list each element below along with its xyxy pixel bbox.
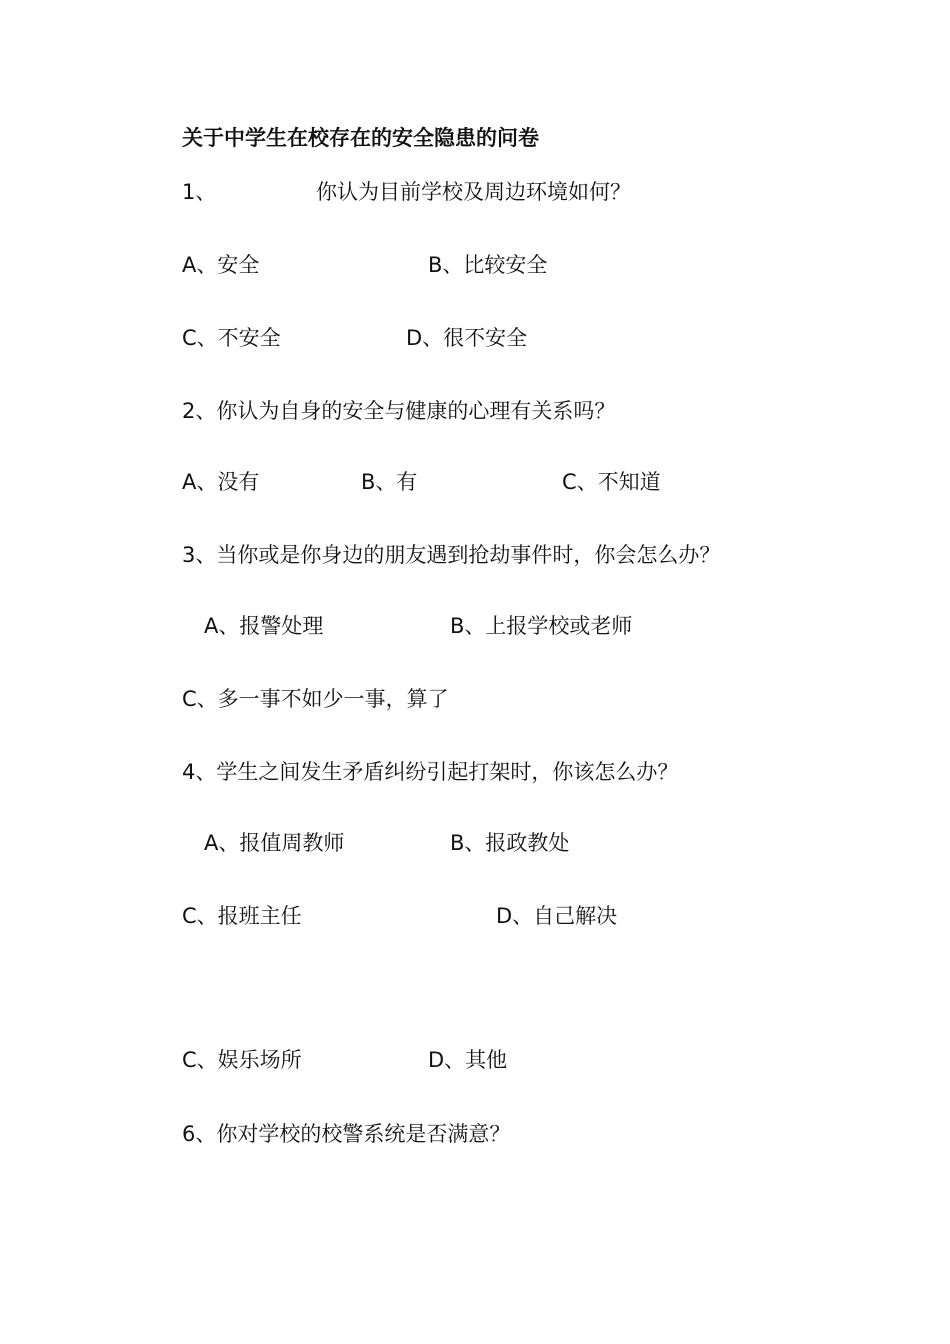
question-3-option-b: B、上报学校或老师 [450, 614, 633, 638]
question-4-option-a: A、报值周教师 [204, 831, 345, 855]
question-2-option-c: C、不知道 [562, 470, 661, 494]
question-1-number: 1、 [182, 180, 217, 204]
document-title: 关于中学生在校存在的安全隐患的问卷 [182, 126, 539, 150]
question-1-option-c: C、不安全 [182, 326, 281, 350]
question-6-text: 6、你对学校的校警系统是否满意？ [182, 1122, 511, 1146]
question-1-text: 你认为目前学校及周边环境如何？ [316, 180, 631, 204]
question-4-option-c: C、报班主任 [182, 904, 302, 928]
question-2-text: 2、你认为自身的安全与健康的心理有关系吗？ [182, 399, 616, 423]
question-1-option-d: D、很不安全 [406, 326, 528, 350]
question-3-option-a: A、报警处理 [204, 614, 324, 638]
question-2-option-b: B、有 [361, 470, 418, 494]
question-4-text: 4、学生之间发生矛盾纠纷引起打架时，你该怎么办？ [182, 760, 679, 784]
question-3-option-c: C、多一事不如少一事，算了 [182, 687, 449, 711]
question-5-option-c: C、娱乐场所 [182, 1048, 302, 1072]
question-4-option-b: B、报政教处 [450, 831, 570, 855]
question-4-option-d: D、自己解决 [496, 904, 618, 928]
question-2-option-a: A、没有 [182, 470, 260, 494]
question-1-option-b: B、比较安全 [428, 253, 548, 277]
question-5-option-d: D、其他 [428, 1048, 508, 1072]
question-1-option-a: A、安全 [182, 253, 260, 277]
question-3-text: 3、当你或是你身边的朋友遇到抢劫事件时，你会怎么办？ [182, 543, 721, 567]
